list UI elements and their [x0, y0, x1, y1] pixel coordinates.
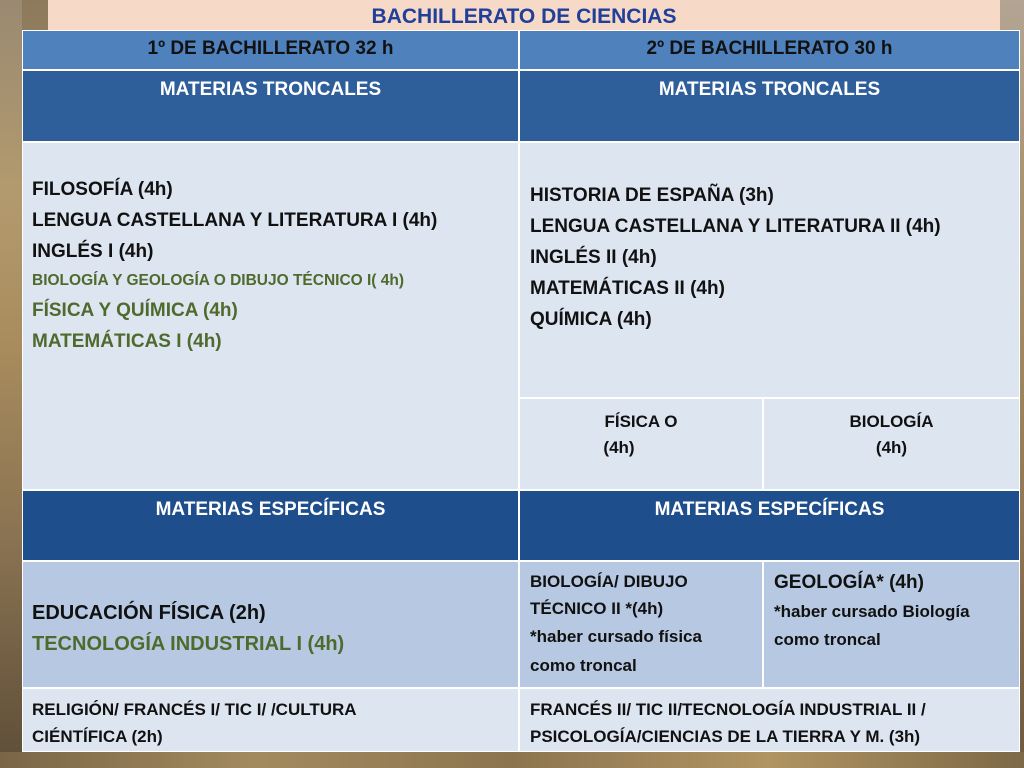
page-title: BACHILLERATO DE CIENCIAS: [371, 5, 677, 28]
especificas-header-1: [22, 490, 519, 561]
troncales-label-2: MATERIAS TRONCALES: [658, 79, 881, 100]
especificas-header-2: [519, 490, 1020, 561]
troncales-1-content: [22, 142, 519, 490]
troncales-2-content: [519, 142, 1020, 398]
especificas-label-1: MATERIAS ESPECÍFICAS: [155, 499, 386, 520]
title-band: [48, 0, 1000, 30]
subject-lengua-2: LENGUA CASTELLANA Y LITERATURA II (4h): [530, 216, 941, 237]
subject-biologia-dibujo-1: BIOLOGÍA Y GEOLOGÍA O DIBUJO TÉCNICO I( 4h): [32, 272, 405, 289]
subject-matematicas-2: MATEMÁTICAS II (4h): [530, 278, 725, 299]
subject-filosofia: FILOSOFÍA (4h): [32, 179, 173, 200]
subject-ingles-2: INGLÉS II (4h): [530, 247, 657, 268]
troncales-header-2: [519, 70, 1020, 142]
subject-frances-tic-2: FRANCÉS II/ TIC II/TECNOLOGÍA INDUSTRIAL II /: [530, 700, 926, 719]
header-1-label: 1º DE BACHILLERATO 32 h: [147, 38, 394, 59]
header-2-label: 2º DE BACHILLERATO 30 h: [646, 38, 893, 59]
option-biologia: [763, 398, 1020, 490]
subject-historia: HISTORIA DE ESPAÑA (3h): [530, 185, 774, 206]
note-fisica-troncal: *haber cursado física: [530, 627, 702, 646]
otras-2-content: [519, 688, 1020, 752]
header-1-bachillerato: [22, 30, 519, 70]
otras-1-content: [22, 688, 519, 752]
option-biologia-label: BIOLOGÍA: [849, 412, 934, 431]
subject-religion-frances-1: RELIGIÓN/ FRANCÉS I/ TIC I/ /CULTURA: [32, 700, 357, 719]
especificas-2-right: [763, 561, 1020, 688]
troncales-label-1: MATERIAS TRONCALES: [159, 79, 382, 100]
background-bottom: [0, 752, 1024, 768]
subject-biologia-dibujo-2-cont: TÉCNICO II *(4h): [530, 599, 664, 618]
option-fisica: [519, 398, 763, 490]
curriculum-table: [22, 30, 1020, 752]
subject-geologia: GEOLOGÍA* (4h): [774, 572, 924, 593]
option-biologia-hours: (4h): [875, 438, 908, 457]
option-fisica-hours: (4h): [603, 438, 635, 457]
note-biologia-troncal-cont: como troncal: [774, 630, 881, 649]
subject-biologia-dibujo-2: BIOLOGÍA/ DIBUJO: [530, 572, 688, 591]
subject-fisica-quimica: FÍSICA Y QUÍMICA (4h): [32, 300, 238, 321]
subject-matematicas-1: MATEMÁTICAS I (4h): [32, 331, 222, 352]
especificas-1-content: [22, 561, 519, 688]
especificas-2-left: [519, 561, 763, 688]
troncales-header-1: [22, 70, 519, 142]
especificas-label-2: MATERIAS ESPECÍFICAS: [654, 499, 885, 520]
note-fisica-troncal-cont: como troncal: [530, 656, 637, 675]
option-fisica-label: FÍSICA O: [604, 412, 678, 431]
subject-ingles-1: INGLÉS I (4h): [32, 241, 154, 262]
background-left: [0, 0, 22, 768]
subject-psicologia-ctm: PSICOLOGÍA/CIENCIAS DE LA TIERRA Y M. (3h): [530, 727, 921, 746]
subject-tecnologia-1: TECNOLOGÍA INDUSTRIAL I (4h): [32, 633, 345, 655]
subject-cultura-cientifica: CIÉNTÍFICA (2h): [32, 727, 163, 746]
header-2-bachillerato: [519, 30, 1020, 70]
note-biologia-troncal: *haber cursado Biología: [774, 602, 970, 621]
subject-lengua-1: LENGUA CASTELLANA Y LITERATURA I (4h): [32, 210, 438, 231]
subject-quimica: QUÍMICA (4h): [530, 309, 652, 330]
subject-educacion-fisica: EDUCACIÓN FÍSICA (2h): [32, 602, 266, 624]
